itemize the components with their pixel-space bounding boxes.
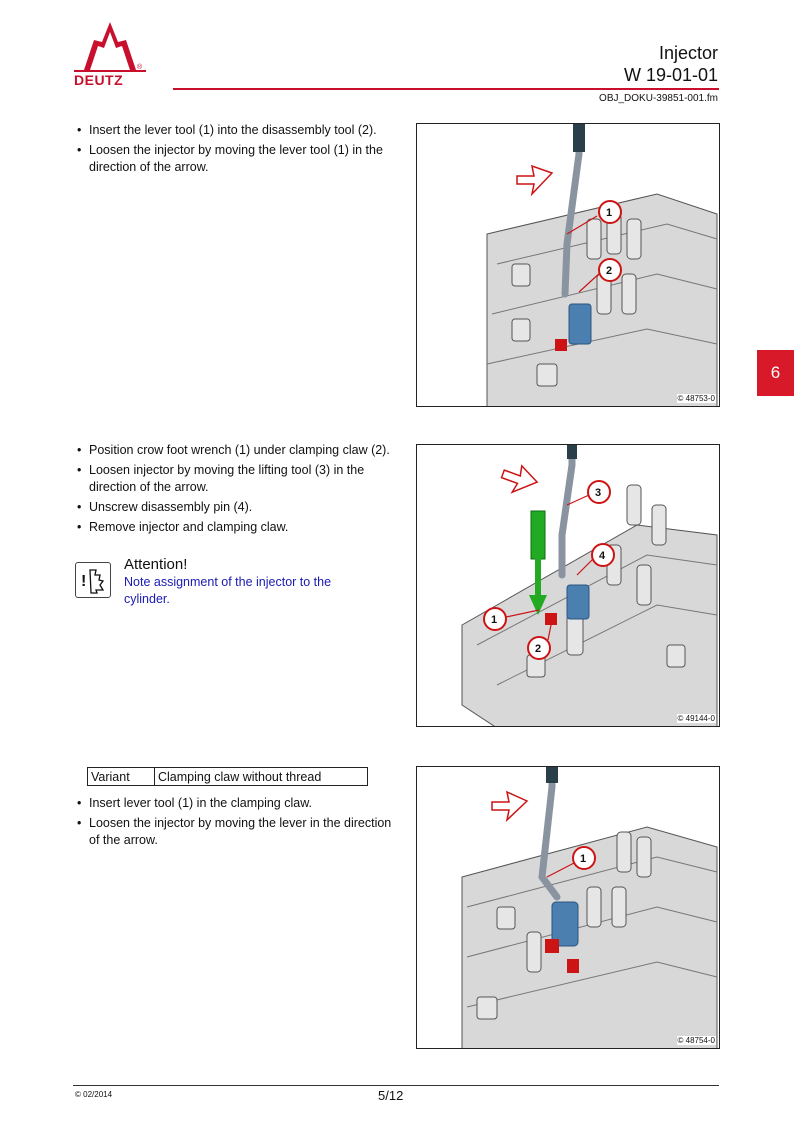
registered-mark: ®	[137, 64, 143, 71]
callout-1	[484, 608, 506, 630]
engine-illustration-1	[417, 124, 720, 407]
variant-table	[87, 767, 368, 786]
engine-illustration-3	[417, 767, 720, 1049]
footer-rule	[73, 1085, 719, 1086]
list-item: • Remove injector and clamping claw.	[77, 519, 399, 536]
callout-4	[592, 544, 614, 566]
document-title: Injector	[658, 43, 718, 63]
copyright: © 02/2014	[75, 1090, 113, 1099]
callout-1	[599, 201, 621, 223]
brand-name: DEUTZ	[74, 72, 124, 88]
svg-text:3: 3	[595, 487, 602, 499]
variant-value: Clamping claw without thread	[155, 768, 368, 786]
figure-lever-tool	[416, 123, 720, 407]
figure-id: © 48753-0	[677, 394, 715, 403]
list-item: • Loosen the injector by moving the lever in the direction of the arrow.	[77, 815, 399, 849]
callout-2	[599, 259, 621, 281]
svg-text:1: 1	[580, 853, 587, 865]
instruction-list-3	[77, 795, 399, 852]
svg-text:1: 1	[606, 207, 613, 219]
page-number: 5/12	[378, 1088, 404, 1103]
header-rule	[173, 88, 719, 90]
engine-illustration-2	[417, 445, 720, 727]
attention-icon	[75, 562, 111, 598]
svg-text:2: 2	[535, 643, 542, 655]
figure-id: © 48754-0	[677, 1036, 715, 1045]
list-item: • Loosen the injector by moving the lever tool (1) in the direction of the arrow.	[77, 142, 399, 176]
callout-3	[588, 481, 610, 503]
figure-id: © 49144-0	[677, 714, 715, 723]
list-item: • Position crow foot wrench (1) under clamping claw (2).	[77, 442, 399, 459]
instruction-list-1	[77, 122, 399, 179]
chapter-tab[interactable]: 6	[757, 350, 794, 396]
attention-note: Note assignment of the injector to the cylinder.	[124, 575, 332, 606]
instruction-list-2	[77, 442, 399, 539]
attention-title: Attention!	[124, 556, 188, 573]
list-item: • Insert the lever tool (1) into the disassembly tool (2).	[77, 122, 399, 139]
source-file: OBJ_DOKU-39851-001.fm	[599, 93, 718, 104]
list-item: • Loosen injector by moving the lifting tool (3) in the direction of the arrow.	[77, 462, 399, 496]
callout-1	[573, 847, 595, 869]
svg-text:2: 2	[606, 265, 613, 277]
callout-2	[528, 637, 550, 659]
list-item: • Unscrew disassembly pin (4).	[77, 499, 399, 516]
figure-crow-foot-wrench	[416, 444, 720, 727]
document-code: W 19-01-01	[623, 65, 718, 85]
svg-text:1: 1	[491, 614, 498, 626]
list-item: • Insert lever tool (1) in the clamping claw.	[77, 795, 399, 812]
figure-clamping-claw-variant	[416, 766, 720, 1049]
variant-label: Variant	[88, 768, 155, 786]
svg-text:4: 4	[599, 550, 606, 562]
svg-text:!: !	[81, 573, 87, 590]
